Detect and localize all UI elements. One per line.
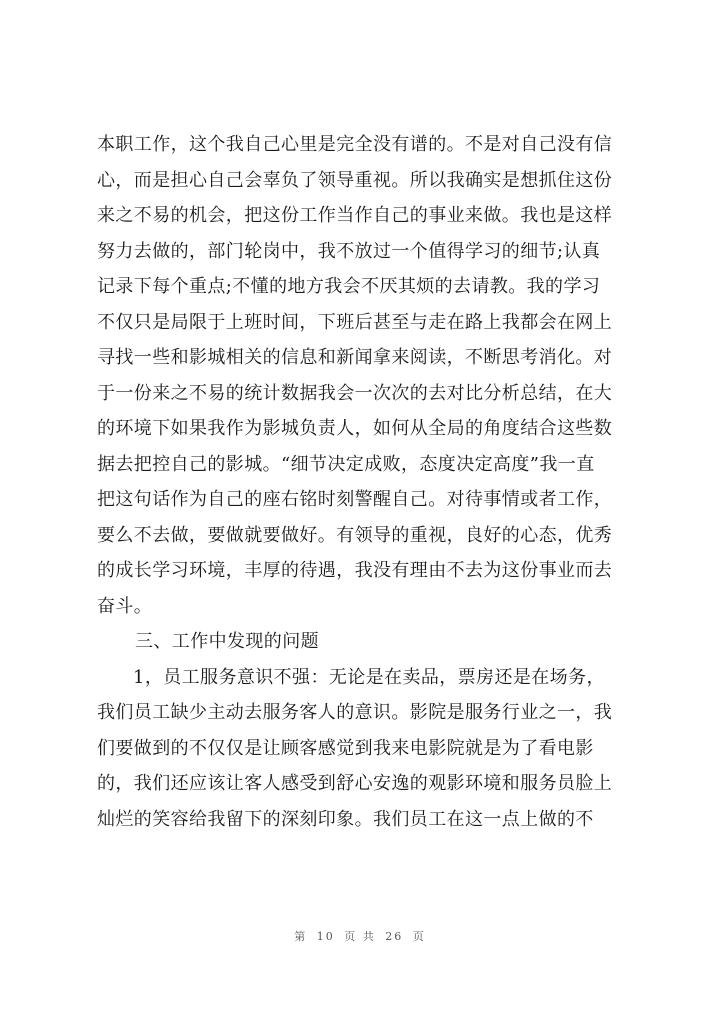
text-line: 的，我们还应该让客人感受到舒心安逸的观影环境和服务员脸上 — [97, 773, 613, 794]
footer-middle: 页 共 — [344, 930, 376, 943]
body-text — [97, 127, 629, 837]
text-line: 灿烂的笑容给我留下的深刻印象。我们员工在这一点上做的不 — [97, 808, 594, 830]
text-line: 的成长学习环境，丰厚的待遇，我没有理由不去为这份事业而去 — [97, 560, 613, 581]
total-page-count: 26 — [385, 930, 404, 943]
text-line: 心，而是担心自己会辜负了领导重视。所以我确实是想抓住这份 — [97, 169, 613, 191]
text-line: 记录下每个重点;不懂的地方我会不厌其烦的去请教。我的学习 — [97, 276, 601, 297]
footer-suffix: 页 — [412, 930, 426, 943]
text-line: 我们员工缺少主动去服务客人的意识。影院是服务行业之一，我 — [97, 702, 613, 723]
text-line: 把这句话作为自己的座右铭时刻警醒自己。对待事情或者工作， — [97, 489, 613, 510]
text-line: 要么不去做，要做就要做好。有领导的重视，良好的心态，优秀 — [97, 524, 613, 546]
text-line: 奋斗。 — [97, 595, 153, 617]
text-line: 据去把控自己的影城。“细节决定成败，态度决定高度”我一直 — [97, 453, 595, 475]
section-heading: 三、工作中发现的问题 — [135, 631, 319, 652]
text-line: 寻找一些和影城相关的信息和新闻拿来阅读，不断思考消化。对 — [97, 347, 613, 368]
page-footer — [0, 928, 720, 944]
text-line: 努力去做的，部门轮岗中，我不放过一个值得学习的细节;认真 — [97, 240, 601, 262]
text-line: 们要做到的不仅仅是让顾客感觉到我来电影院就是为了看电影 — [97, 737, 594, 759]
text-line: 来之不易的机会，把这份工作当作自己的事业来做。我也是这样 — [97, 205, 613, 226]
text-line: 1，员工服务意识不强：无论是在卖品，票房还是在场务， — [133, 666, 605, 688]
text-line: 的环境下如果我作为影城负责人，如何从全局的角度结合这些数 — [97, 418, 613, 439]
text-line: 于一份来之不易的统计数据我会一次次的去对比分析总结，在大 — [97, 382, 613, 404]
footer-prefix: 第 — [294, 930, 308, 943]
text-line: 本职工作，这个我自己心里是完全没有谱的。不是对自己没有信 — [97, 134, 613, 155]
text-line: 不仅只是局限于上班时间，下班后甚至与走在路上我都会在网上 — [97, 311, 613, 333]
current-page-number: 10 — [316, 930, 335, 943]
